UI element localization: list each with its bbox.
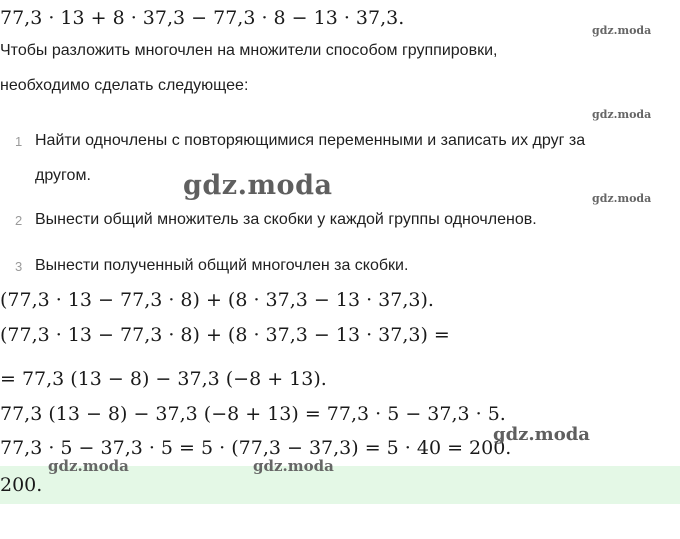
intro-line-1: Чтобы разложить многочлен на множители способом группировки, bbox=[0, 42, 498, 59]
step-number: 1 bbox=[15, 134, 23, 149]
math-line-1: (77,3 · 13 − 77,3 · 8) + (8 · 37,3 − 13 · 37,3). bbox=[0, 289, 434, 311]
step-text: Вынести общий множитель за скобки у каждой группы одночленов. bbox=[35, 211, 537, 228]
math-line-4: 77,3 (13 − 8) − 37,3 (−8 + 13) = 77,3 · 5 − 37,3 · 5. bbox=[0, 403, 506, 425]
watermark-logo-medium: gdz.moda bbox=[493, 424, 590, 445]
watermark-logo-large: gdz.moda bbox=[183, 170, 333, 201]
step-number: 2 bbox=[15, 213, 23, 228]
math-line-3: = 77,3 (13 − 8) − 37,3 (−8 + 13). bbox=[0, 368, 327, 390]
watermark-logo: gdz.moda bbox=[592, 192, 652, 205]
step-number: 3 bbox=[15, 259, 23, 274]
step-text-continued: другом. bbox=[35, 167, 91, 184]
math-line-2: (77,3 · 13 − 77,3 · 8) + (8 · 37,3 − 13 · 37,3) = bbox=[0, 324, 450, 346]
watermark-logo: gdz.moda bbox=[253, 457, 334, 475]
answer-value: 200. bbox=[0, 474, 43, 496]
watermark-logo: gdz.moda bbox=[592, 24, 652, 37]
step-text: Найти одночлены с повторяющимися переменными и записать их друг за bbox=[35, 132, 586, 149]
expression: 77,3 · 13 + 8 · 37,3 − 77,3 · 8 − 13 · 37,3. bbox=[0, 7, 405, 29]
watermark-logo: gdz.moda bbox=[48, 457, 129, 475]
intro-line-2: необходимо сделать следующее: bbox=[0, 77, 249, 94]
watermark-logo: gdz.moda bbox=[592, 108, 652, 121]
math-line-5: 77,3 · 5 − 37,3 · 5 = 5 · (77,3 − 37,3) = 5 · 40 = 200. bbox=[0, 437, 512, 459]
step-text: Вынести полученный общий многочлен за скобки. bbox=[35, 257, 409, 274]
